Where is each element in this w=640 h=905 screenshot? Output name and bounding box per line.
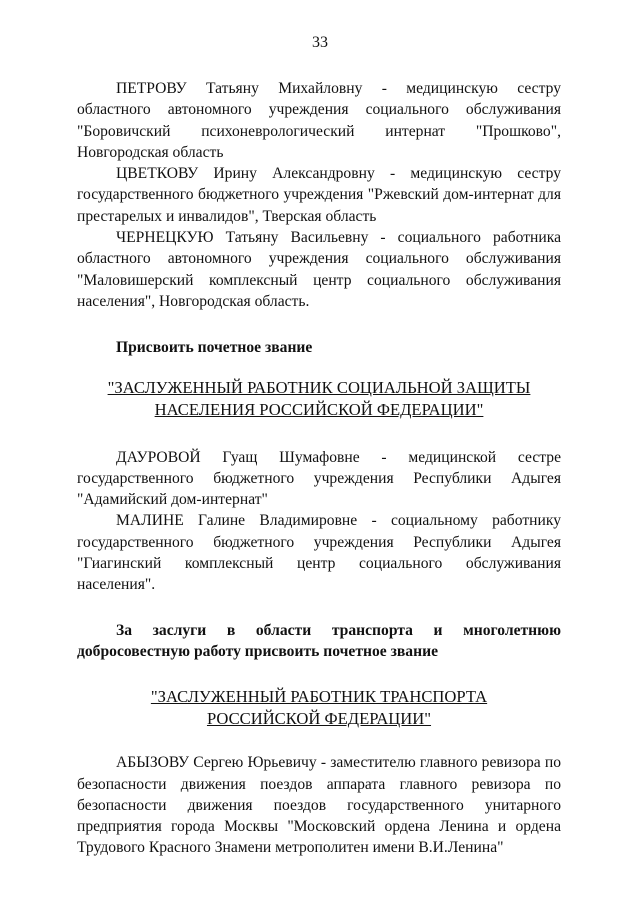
award-entry-malina: МАЛИНЕ Галине Владимировне - социальному работнику государственного бюджетного учреждения Республики Адыгея "Гиагинский комплексный центр социального обслуживания населения". (77, 512, 561, 594)
document-body (77, 78, 561, 859)
honorary-title-transport: "ЗАСЛУЖЕННЫЙ РАБОТНИК ТРАНСПОРТА РОССИЙСКОЙ ФЕДЕРАЦИИ" (150, 687, 488, 729)
award-entry-daurova: ДАУРОВОЙ Гуащ Шумафовне - медицинской сестре государственного бюджетного учреждения Республики Адыгея "Адамийский дом-интернат" (77, 448, 561, 509)
award-entry-petrova: ПЕТРОВУ Татьяну Михайловну - медицинскую сестру областного автономного учреждения социального обслуживания "Боровичский психоневрологический интернат "Прошково", Новгородская область (77, 80, 561, 161)
award-entry-chernetskaya: ЧЕРНЕЦКУЮ Татьяну Васильевну - социального работника областного автономного учреждения социального обслуживания "Маловишерский комплексный центр социального обслуживания населения", Новгородская область. (77, 229, 561, 310)
award-entry-tsvetkova: ЦВЕТКОВУ Ирину Александровну - медицинскую сестру государственного бюджетного учреждения "Ржевский дом-интернат для престарелых и инвалидов", Тверская область (77, 165, 561, 225)
award-heading-transport: За заслуги в области транспорта и многолетнюю добросовестную работу присвоить почетное звание (77, 621, 561, 660)
honorary-title-social-protection: "ЗАСЛУЖЕННЫЙ РАБОТНИК СОЦИАЛЬНОЙ ЗАЩИТЫ НАСЕЛЕНИЯ РОССИЙСКОЙ ФЕДЕРАЦИИ" (107, 377, 531, 419)
award-entry-abyzov: АБЫЗОВУ Сергею Юрьевичу - заместителю главного ревизора по безопасности движения поездов аппарата главного ревизора по безопасности движения поездов государственного унитарного предприятия города Москвы "Московский ордена Ленина и ордена Трудового Красного Знамени метрополитен имени В.И.Ленина" (77, 754, 561, 857)
award-heading-social: Присвоить почетное звание (116, 339, 313, 357)
page-number: 33 (312, 34, 328, 51)
